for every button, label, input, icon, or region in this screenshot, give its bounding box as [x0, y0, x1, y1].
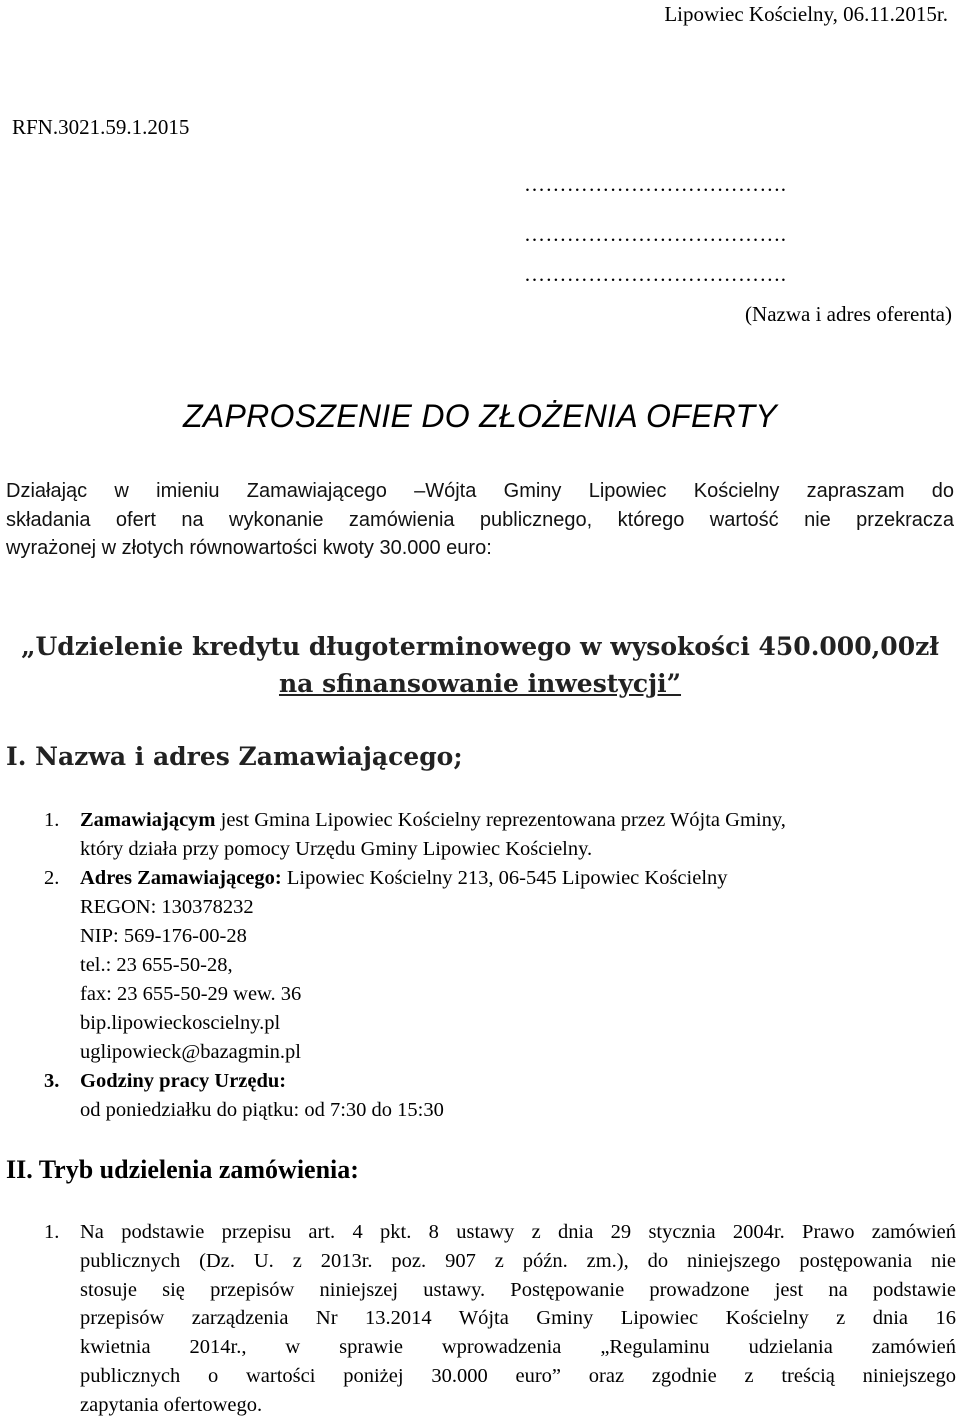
list-item: [44, 1218, 956, 1420]
oferent-label: (Nazwa i adres oferenta): [745, 302, 952, 326]
item-text: jest Gmina Lipowiec Kościelny reprezentowana przez Wójta Gminy,: [215, 809, 786, 831]
item-text: przepisów zarządzenia Nr 13.2014 Wójta Gminy Lipowiec Kościelny z dnia 16: [80, 1307, 956, 1330]
office-hours: od poniedziałku do piątku: od 7:30 do 15:30: [80, 1099, 444, 1121]
item-text: który działa przy pomocy Urzędu Gminy Lipowiec Kościelny.: [80, 838, 593, 860]
intro-paragraph: [6, 477, 954, 563]
section-2-heading: II. Tryb udzielenia zamówienia:: [6, 1155, 359, 1184]
order-subject: [0, 628, 960, 702]
list-item: [44, 1067, 956, 1125]
regon: REGON: 130378232: [80, 896, 254, 918]
intro-line: wyrażonej w złotych równowartości kwoty 30.000 euro:: [6, 537, 492, 559]
intro-line: Działając w imieniu Zamawiającego –Wójta Gminy Lipowiec Kościelny zapraszam do: [6, 480, 954, 502]
address-text: Lipowiec Kościelny 213, 06-545 Lipowiec Kościelny: [281, 867, 728, 889]
nip: NIP: 569-176-00-28: [80, 925, 247, 947]
item-bold-label: Adres Zamawiającego:: [80, 867, 282, 889]
item-text: Na podstawie przepisu art. 4 pkt. 8 ustawy z dnia 29 stycznia 2004r. Prawo zamówień: [80, 1221, 956, 1243]
document-title: ZAPROSZENIE DO ZŁOŻENIA OFERTY: [183, 398, 777, 434]
section-1-list: [44, 806, 956, 1125]
fax: fax: 23 655-50-29 wew. 36: [80, 983, 302, 1005]
item-text: stosuje się przepisów niniejszej ustawy. Postępowanie prowadzone jest na podstawie: [80, 1278, 956, 1301]
item-number: 3.: [44, 1070, 60, 1092]
place-date: Lipowiec Kościelny, 06.11.2015r.: [664, 2, 948, 26]
bip-link[interactable]: bip.lipowieckoscielny.pl: [80, 1012, 281, 1034]
phone: tel.: 23 655-50-28,: [80, 954, 233, 976]
item-bold-label: Zamawiającym: [80, 809, 216, 831]
subject-line-1: „Udzielenie kredytu długoterminowego w wysokości 450.000,00zł: [21, 632, 939, 661]
intro-line: składania ofert na wykonanie zamówienia publicznego, którego wartość nie przekracza: [6, 508, 954, 531]
section-1-heading: I. Nazwa i adres Zamawiającego;: [6, 742, 463, 771]
dotted-line-2: ……………………………….: [524, 222, 787, 246]
email-link[interactable]: uglipowieck@bazagmin.pl: [80, 1041, 301, 1063]
list-item: [44, 864, 956, 1067]
section-2-list: [44, 1218, 956, 1420]
subject-line-2: na sfinansowanie inwestycji”: [278, 669, 682, 698]
dotted-line-3: ……………………………….: [524, 262, 787, 286]
item-text: publicznych o wartości poniżej 30.000 euro” oraz zgodnie z treścią niniejszego: [80, 1364, 956, 1387]
item-number: 1.: [44, 1221, 60, 1243]
item-text: publicznych (Dz. U. z 2013r. poz. 907 z późn. zm.), do niniejszego postępowania nie: [80, 1249, 956, 1272]
reference-number: RFN.3021.59.1.2015: [12, 115, 190, 139]
item-number: 1.: [44, 809, 60, 831]
item-number: 2.: [44, 867, 60, 889]
dotted-line-1: ……………………………….: [524, 172, 787, 196]
list-item: [44, 806, 956, 864]
item-bold-label: Godziny pracy Urzędu:: [80, 1070, 287, 1092]
item-text: kwietnia 2014r., w sprawie wprowadzenia „Regulaminu udzielania zamówień: [80, 1336, 956, 1359]
item-text: zapytania ofertowego.: [80, 1393, 263, 1416]
